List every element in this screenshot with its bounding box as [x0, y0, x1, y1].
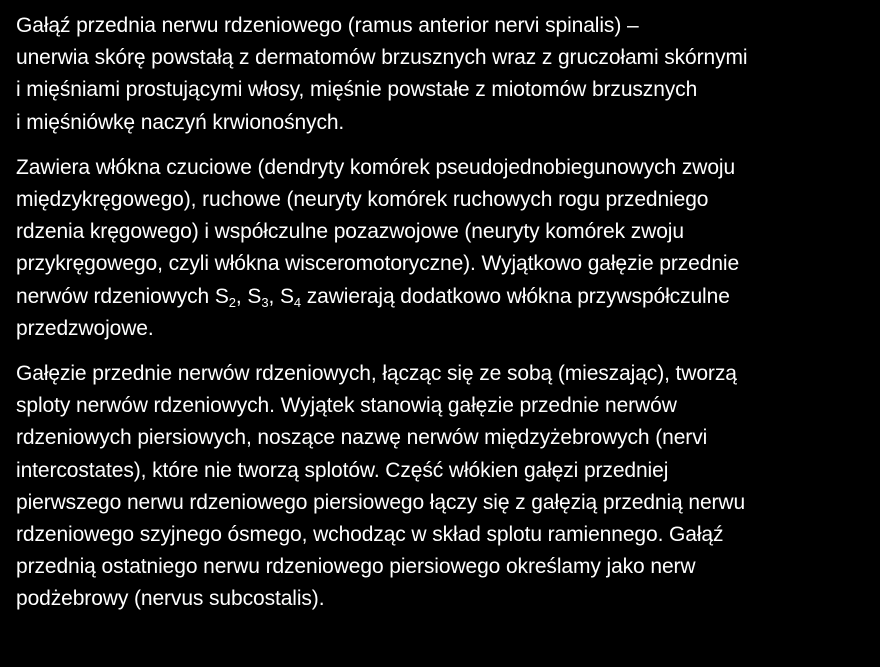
subscript-number: 2 [228, 294, 236, 310]
text-line: Zawiera włókna czuciowe (dendryty komórek pseudojednobiegunowych zwoju [16, 155, 736, 179]
text-line: intercostates), które nie tworzą splotów. Część włókien gałęzi przedniej [16, 458, 669, 482]
sacral-nerve-label: S [247, 284, 262, 308]
text-line: podżebrowy (nervus subcostalis). [16, 587, 325, 611]
text-line: sploty nerwów rdzeniowych. Wyjątek stanowią gałęzie przednie nerwów [16, 394, 677, 418]
text-fragment: nerwów rdzeniowych [16, 284, 215, 308]
text-line: rdzeniowych piersiowych, noszące nazwę nerwów międzyżebrowych (nervi [16, 426, 708, 450]
text-line: Gałęzie przednie nerwów rdzeniowych, łącząc się ze sobą (mieszając), tworzą [16, 362, 737, 386]
text-line: i mięśniami prostującymi włosy, mięśnie powstałe z miotomów brzusznych [16, 78, 698, 102]
text-line: rdzeniowego szyjnego ósmego, wchodząc w skład splotu ramiennego. Gałąź [16, 523, 724, 547]
sacral-nerve-label: S [214, 284, 229, 308]
text-line: Gałąź przednia nerwu rdzeniowego (ramus anterior nervi spinalis) – [16, 14, 639, 37]
paragraph-anterior-ramus [16, 10, 868, 139]
paragraph-plexuses [16, 358, 868, 616]
text-line: przykręgowego, czyli włókna wisceromotoryczne). Wyjątkowo gałęzie przednie [16, 252, 740, 276]
text-fragment: , [235, 284, 248, 308]
subscript-number: 4 [293, 294, 302, 310]
text-line: i mięśniówkę naczyń krwionośnych. [16, 110, 345, 134]
text-line: pierwszego nerwu rdzeniowego piersiowego łączy się z gałęzią przednią nerwu [16, 490, 746, 514]
text-fragment: , [268, 284, 280, 308]
paragraph-fiber-types [16, 152, 868, 345]
sacral-nerve-label: S [279, 284, 294, 308]
text-fragment: zawierają dodatkowo włókna przywspółczulne [301, 284, 730, 308]
text-line: rdzenia kręgowego) i współczulne pozazwojowe (neuryty komórek zwoju [16, 220, 684, 244]
text-line: przednią ostatniego nerwu rdzeniowego piersiowego określamy jako nerw [16, 555, 696, 579]
subscript-number: 3 [261, 294, 269, 310]
text-line-sacral-nerves [16, 281, 868, 313]
text-line: unerwia skórę powstałą z dermatomów brzusznych wraz z gruczołami skórnymi [16, 46, 748, 70]
text-line: przedzwojowe. [16, 316, 154, 340]
text-line: międzykręgowego), ruchowe (neuryty komórek ruchowych rogu przedniego [16, 188, 709, 212]
